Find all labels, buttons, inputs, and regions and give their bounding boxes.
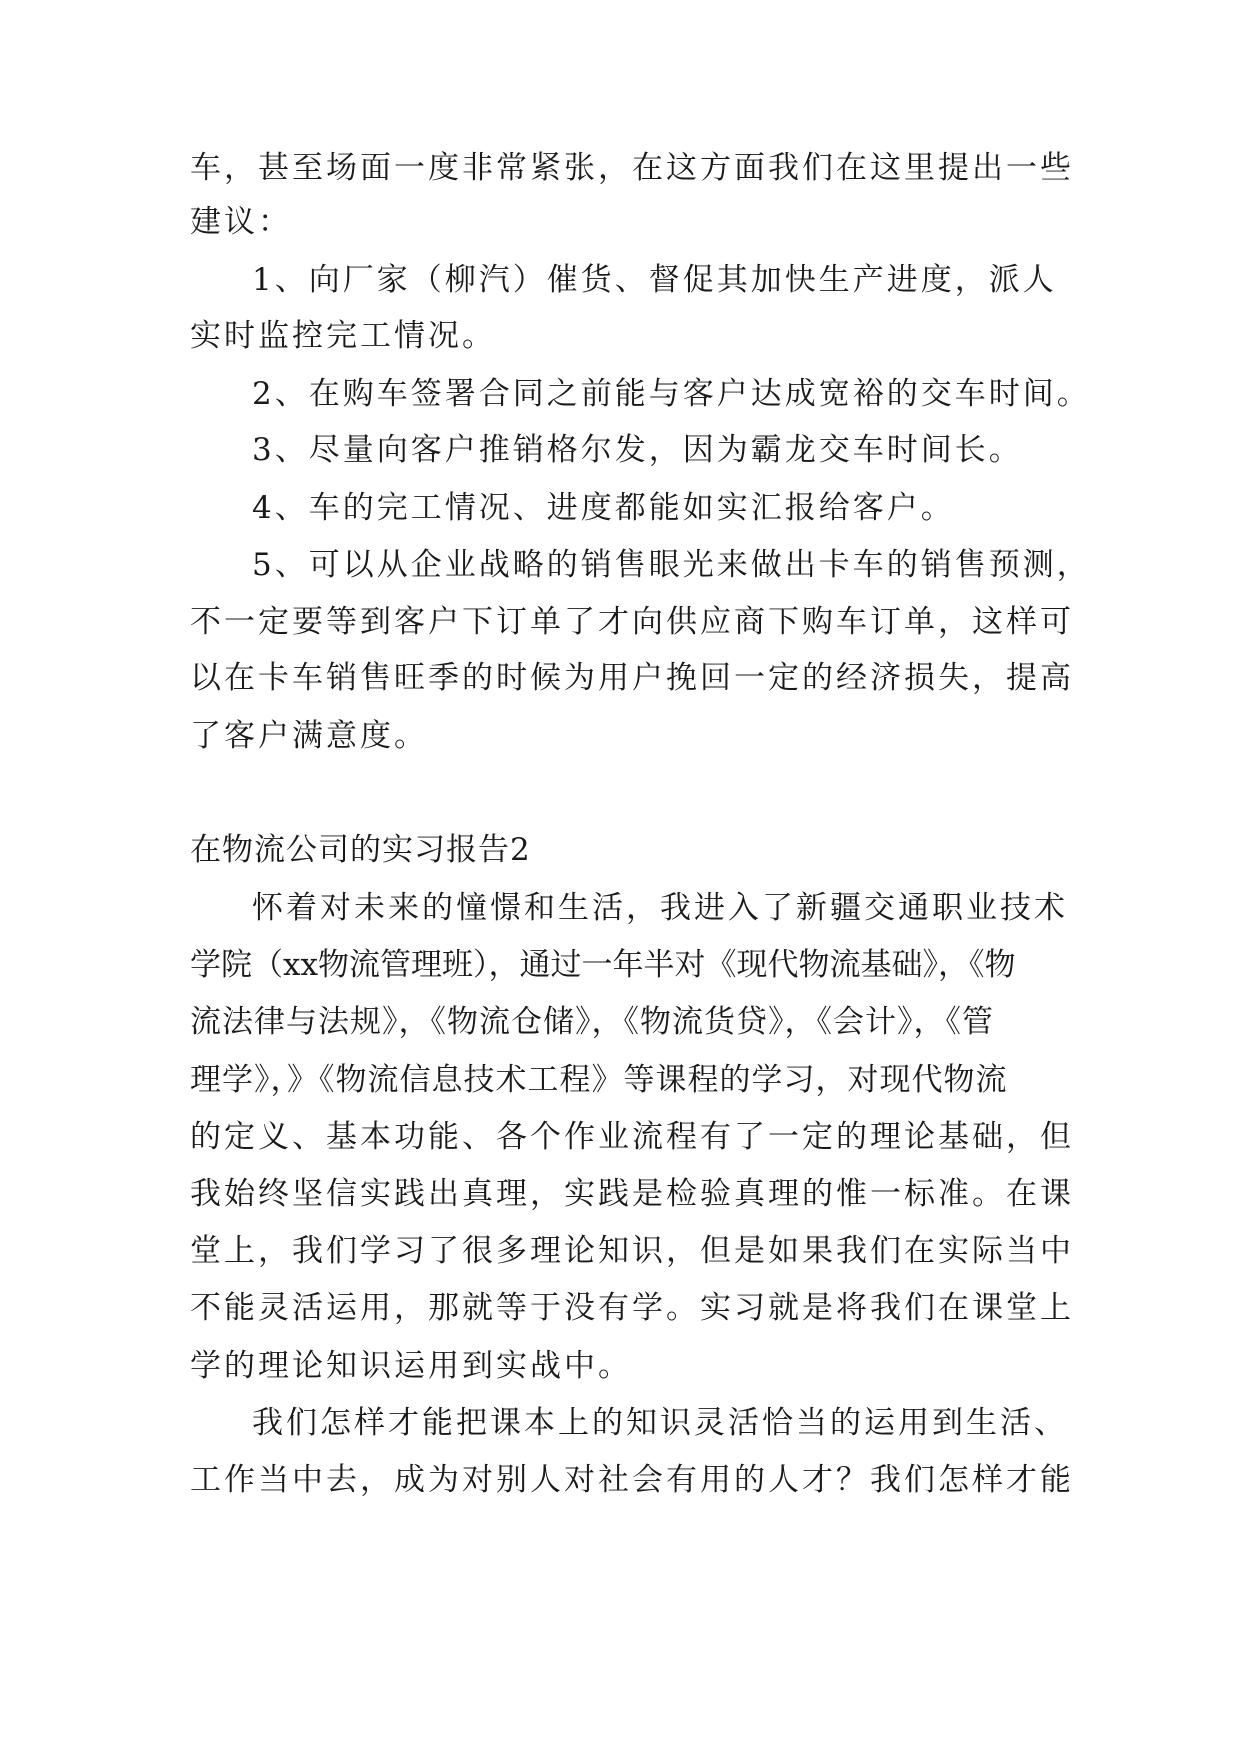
paragraph-line: 堂上，我们学习了很多理论知识，但是如果我们在实际当中 [190, 1233, 1074, 1269]
paragraph-line: 学的理论知识运用到实战中。 [190, 1348, 632, 1384]
list-item-5: 5、可以从企业战略的销售眼光来做出卡车的销售预测， [252, 547, 1091, 583]
list-item-3: 3、尽量向客户推销格尔发，因为霸龙交车时间长。 [252, 432, 1023, 468]
paragraph-line: 实时监控完工情况。 [190, 318, 496, 354]
paragraph-line: 工作当中去，成为对别人对社会有用的人才？我们怎样才能 [190, 1462, 1074, 1498]
paragraph-line: 车，甚至场面一度非常紧张，在这方面我们在这里提出一些 [190, 150, 1074, 186]
paragraph-line: 了客户满意度。 [190, 718, 428, 754]
list-item-4: 4、车的完工情况、进度都能如实汇报给客户。 [252, 490, 955, 526]
paragraph-line: 建议： [190, 204, 292, 240]
list-item-1: 1、向厂家（柳汽）催货、督促其加快生产进度，派人 [252, 262, 1057, 298]
section-heading: 在物流公司的实习报告2 [190, 832, 531, 868]
paragraph-line: 我们怎样才能把课本上的知识灵活恰当的运用到生活、 [252, 1405, 1068, 1441]
paragraph-line: 学院（xx物流管理班），通过一年半对《现代物流基础》，《物 [190, 947, 1016, 983]
paragraph-line: 的定义、基本功能、各个作业流程有了一定的理论基础，但 [190, 1119, 1074, 1155]
paragraph-line: 以在卡车销售旺季的时候为用户挽回一定的经济损失，提高 [190, 660, 1074, 696]
paragraph-line: 理学》，》《物流信息技术工程》等课程的学习，对现代物流 [190, 1062, 1008, 1098]
list-item-2: 2、在购车签署合同之前能与客户达成宽裕的交车时间。 [252, 376, 1091, 412]
paragraph-line: 我始终坚信实践出真理，实践是检验真理的惟一标准。在课 [190, 1176, 1074, 1212]
paragraph-line: 流法律与法规》，《物流仓储》，《物流货贷》，《会计》，《管 [190, 1004, 994, 1040]
paragraph-line: 不能灵活运用，那就等于没有学。实习就是将我们在课堂上 [190, 1290, 1074, 1326]
paragraph-line: 怀着对未来的憧憬和生活，我进入了新疆交通职业技术 [252, 890, 1068, 926]
paragraph-line: 不一定要等到客户下订单了才向供应商下购车订单，这样可 [190, 604, 1074, 640]
